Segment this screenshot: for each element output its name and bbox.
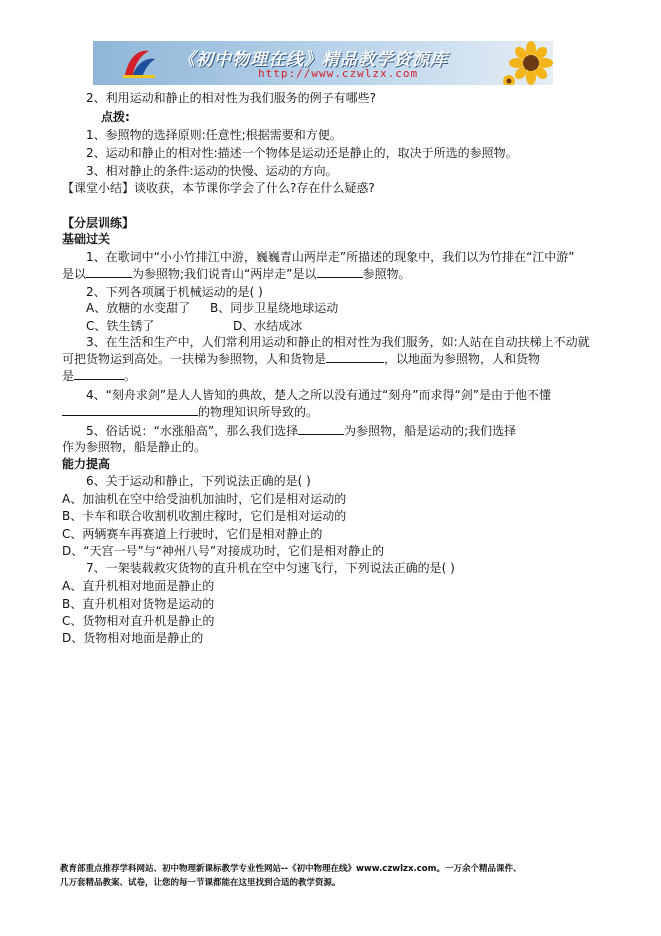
text-span: ，以地面为参照物，人和货物 (384, 352, 541, 366)
text-span: 为参照物;我们说青山“两岸走”是以 (132, 267, 317, 281)
site-logo-icon (119, 45, 159, 81)
text-line: 【课堂小结】谈收获，本节课你学会了什么?存在什么疑惑? (62, 181, 375, 195)
question-4-cont (62, 404, 318, 420)
answer-blank (326, 351, 384, 363)
question-4: 4、“刻舟求剑”是人人皆知的典故，楚人之所以没有通过“刻舟”而求得“剑”是由于他不懂 (86, 388, 551, 402)
option-b: B、同步卫星绕地球运动 (210, 301, 339, 315)
answer-blank (86, 266, 132, 278)
question-7: 7、一架装载救灾货物的直升机在空中匀速飞行，下列说法正确的是( ) (86, 561, 455, 575)
text-span: 的物理知识所导致的。 (198, 405, 319, 419)
text-span: 参照物。 (362, 267, 411, 281)
question-3-cont (62, 368, 136, 384)
text-span: 为参照物，船是运动的;我们选择 (344, 424, 517, 438)
option-b: B、直升机相对货物是运动的 (62, 597, 215, 611)
question-1-cont (62, 266, 411, 282)
option-a: A、放糖的水变甜了 (86, 301, 191, 315)
page-footer (60, 862, 620, 890)
question-2: 2、下列各项属于机械运动的是( ) (86, 285, 263, 299)
option-c: C、两辆赛车再赛道上行驶时，它们是相对静止的 (62, 527, 323, 541)
text-span: 。 (124, 369, 137, 383)
text-span: 是 (62, 369, 75, 383)
option-b: B、卡车和联合收割机收割庄稼时，它们是相对运动的 (62, 509, 347, 523)
option-c: C、铁生锈了 (86, 319, 155, 333)
section-heading: 能力提高 (62, 457, 111, 471)
banner-title: 《初中物理在线》精品教学资源库 (178, 50, 448, 70)
question-3-cont (62, 351, 540, 367)
option-a: A、加油机在空中给受油机加油时，它们是相对运动的 (62, 492, 347, 506)
text-span: 可把货物运到高处。一扶梯为参照物，人和货物是 (62, 352, 327, 366)
question-5 (86, 423, 516, 439)
text-span: 是以 (62, 267, 87, 281)
question-6: 6、关于运动和静止，下列说法正确的是( ) (86, 474, 311, 488)
text-line: 2、运动和静止的相对性:描述一个物体是运动还是静止的，取决于所选的参照物。 (86, 146, 518, 160)
text-line: 1、参照物的选择原则:任意性;根据需要和方便。 (86, 128, 342, 142)
question-3: 3、在生活和生产中，人们常利用运动和静止的相对性为我们服务，如:人站在自动扶梯上不动就 (86, 335, 590, 349)
answer-blank (62, 404, 198, 416)
section-heading: 点拨: (101, 110, 130, 124)
sunflower-icon (501, 41, 553, 85)
banner-url: http://www.czwlzx.com (258, 67, 419, 80)
question-5-cont: 作为参照物，船是静止的。 (62, 440, 207, 454)
section-heading: 【分层训练】 (62, 216, 135, 230)
answer-blank (298, 423, 344, 435)
answer-blank (74, 368, 124, 380)
option-d: D、水结成冰 (233, 319, 303, 333)
text-span: 5、俗话说：“水涨船高”，那么我们选择 (86, 424, 299, 438)
text-line: 3、相对静止的条件:运动的快慢、运动的方向。 (86, 164, 338, 178)
option-c: C、货物相对直升机是静止的 (62, 614, 215, 628)
option-d: D、“天宫一号”与“神州八号”对接成功时，它们是相对静止的 (62, 544, 385, 558)
text-line: 2、利用运动和静止的相对性为我们服务的例子有哪些? (86, 91, 377, 105)
footer-line: 教育部重点推荐学科网站、初中物理新课标教学专业性网站--《初中物理在线》www.czwlzx.com。一万余个精品课件、 (60, 864, 522, 874)
section-heading: 基础过关 (62, 232, 111, 246)
footer-line: 几万套精品教案、试卷，让您的每一节课都能在这里找到合适的教学资源。 (60, 878, 341, 888)
answer-blank (317, 266, 363, 278)
header-banner (93, 41, 553, 85)
question-1: 1、在歌词中“小小竹排江中游，巍巍青山两岸走”所描述的现象中，我们以为竹排在“江中游” (86, 250, 575, 264)
option-a: A、直升机相对地面是静止的 (62, 579, 215, 593)
option-d: D、货物相对地面是静止的 (62, 631, 204, 645)
